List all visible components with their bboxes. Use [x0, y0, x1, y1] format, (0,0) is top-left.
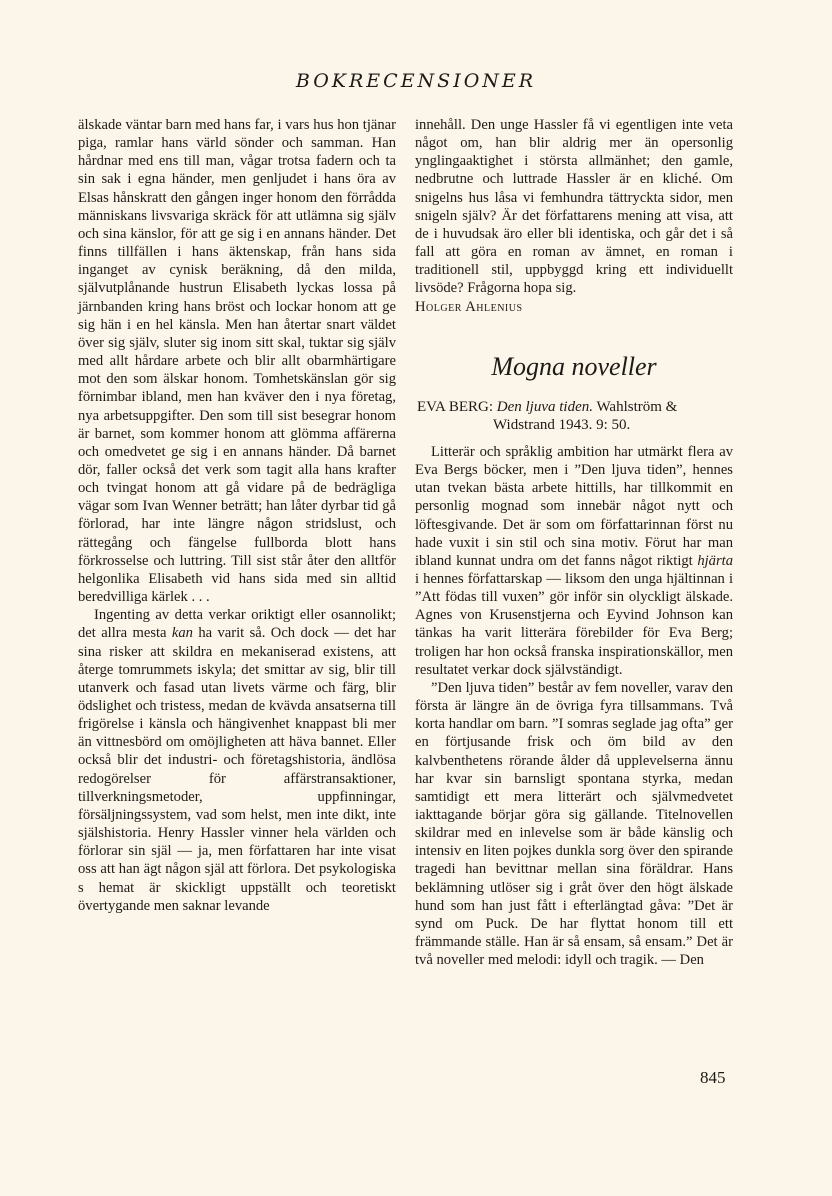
citation-publisher: Wahlström &: [592, 398, 678, 415]
review-paragraph: älskade väntar barn med hans far, i vars hus hon tjänar piga, ramlar hans värld sönder och samman. Han hårdnar med ens till man, vågar trotsa fadern och ta sin sak i egna händer, men genljudet i hans öra av Elsas hånskratt den gången inger honom den förrådda människans livsvariga skräck för att utlämna sig själv och sina känslor, för att ge sig i en annans händer. Det finns tillfällen i hans äktenskap, från hans sida inganget av cynisk beräkning, då den milda, självutplånande hustrun Elisabeth lyckas lossa på järnbanden kring hans bröst och lockar honom att ge sig hän i en hel känsla. Men han återtar snart väldet över sig själv, sluter sig inom sitt skal, tuktar sig själv med allt hårdare arbete och blir allt obarmhärtigare mot den som älskar honom. Tomhetskänslan gör sig förnimbar ibland, men han kväver den i nya företag, nya arbetsuppgifter. Den som till sist besegrar honom är barnet, som kommer honom att glömma affärerna och omedvetet ge sig i en annans händer. Då barnet dör, faller också det verk som tagit alla hans krafter och tvingat honom att gå vidare på de bedrägliga vägar som Ivan Wenner beträtt; han låter dyrbar tid gå förlorad, har inte längre någon stridslust, och rättegång och fängelse fullborda blott hans förkrosselse och luttring. Till sist står åter den alltför helgonlika Elisabeth vid hans sida med sin alltid beredvilliga kärlek . . .: [78, 117, 396, 606]
emphasis-text: hjärta: [697, 552, 733, 569]
citation-details: Widstrand 1943. 9: 50.: [493, 417, 631, 434]
right-column: [415, 116, 733, 969]
reviewer-signature: Holger Ahlenius: [415, 298, 523, 315]
page-number: 845: [700, 1068, 726, 1087]
left-column: [78, 116, 396, 915]
page-header: BOKRECENSIONER: [295, 70, 537, 92]
review-paragraph: [78, 606, 396, 915]
emphasis-text: kan: [171, 625, 193, 642]
text-run: i hennes författarskap — liksom den unga hjältinnan i ”Att födas till vuxen” gör inför sin olyckligt älskade. Agnes von Krusenstjerna och Eyvind Johnson kan tänkas ha varit litterära förebilder för Eva Berg; troligen har hon också franska inspirationskällor, men resultatet verkar dock självständigt.: [415, 570, 733, 678]
text-run: Ingenting av detta verkar oriktigt eller osannolikt; det allra mesta: [78, 607, 396, 642]
text-run: ha varit så. Och dock — det har sina risker att skildra en mekaniserad existens, att återge tomrummets iskyla; det smittar av sig, blir till utanverk och fasad utan livets värme och färg, blir ödslighet och tristess, medan de kvävda ansatserna till frigörelse i känsla och hängivenhet knappast bli mer än vittnesbörd om omöjligheten att häva bannet. Eller också blir det industri- och företagshistoria, ändlösa redogörelser för affärstransaktioner, tillverkningsmetoder, uppfinningar, försäljningssystem, vad som helst, men inte dikt, inte själshistoria. Henry Hassler vinner hela världen och förlorar sin själ — ja, men författaren har inte visat oss att han ägt någon själ att förlora. Det psykologiska s hemat är skickligt uppställt och teoretiskt övertygande men saknar levande: [78, 625, 396, 914]
citation-title: Den ljuva tiden.: [496, 398, 593, 415]
review-paragraph: innehåll. Den unge Hassler få vi egentligen inte veta något om, han blir aldrig mer än opersonlig ynglingaaktighet i största allmänhet; den gamle, nedbrutne och luttrade Hassler är en kliché. Om snigelns hus låsa vi femhundra tättryckta sidor, men snigeln själv? Är det författarens mening att visa, att de i huvudsak äro eller bli identiska, och går det i så fall att göra en roman av ämnet, en roman i traditionell stil, uppbyggd kring ett individuellt livsöde? Frågorna hopa sig.: [415, 117, 733, 297]
review-paragraph: ”Den ljuva tiden” består av fem noveller, varav den första är längre än de övriga fyra tillsammans. Två korta handlar om barn. ”I somras seglade jag ofta” ger en förtjusande frisk och öm bild av den kalvbenthetens rörande ålder då upplevelserna ännu har kvar sin barnsligt spontana styrka, medan samtidigt ett mera litterärt och självmedvetet iakttagande börjar göra sig gällande. Titelnovellen skildrar med en inlevelse som är både känslig och intensiv en liten pojkes dunkla sorg över den spirande tragedi han bevittnar mellan sina föräldrar. Hans beklämning utlöser sig i gråt över den högt älskade hund som han just fått i efterlängtad gåva: ”Det är synd om Puck. De har flyttat honom till ett främmande ställe. Han är så ensam, så ensam.” Det är två noveller med melodi: idyll och tragik. — Den: [415, 679, 733, 969]
section-title: Mogna noveller: [491, 351, 657, 381]
text-run: Litterär och språklig ambition har utmärkt flera av Eva Bergs böcker, men i ”Den ljuva tiden”, hennes utan tvekan bästa arbete hittills, har tillkommit en personlig mognad som innebär något nytt och löftesgivande. Det är som om författarinnan först nu hade vuxit i sin stil och sina motiv. Förut har man ibland kunnat undra om det fanns något riktigt: [415, 443, 733, 569]
book-citation: [415, 398, 733, 435]
citation-author: EVA BERG:: [417, 398, 497, 415]
review-paragraph: [415, 443, 733, 679]
